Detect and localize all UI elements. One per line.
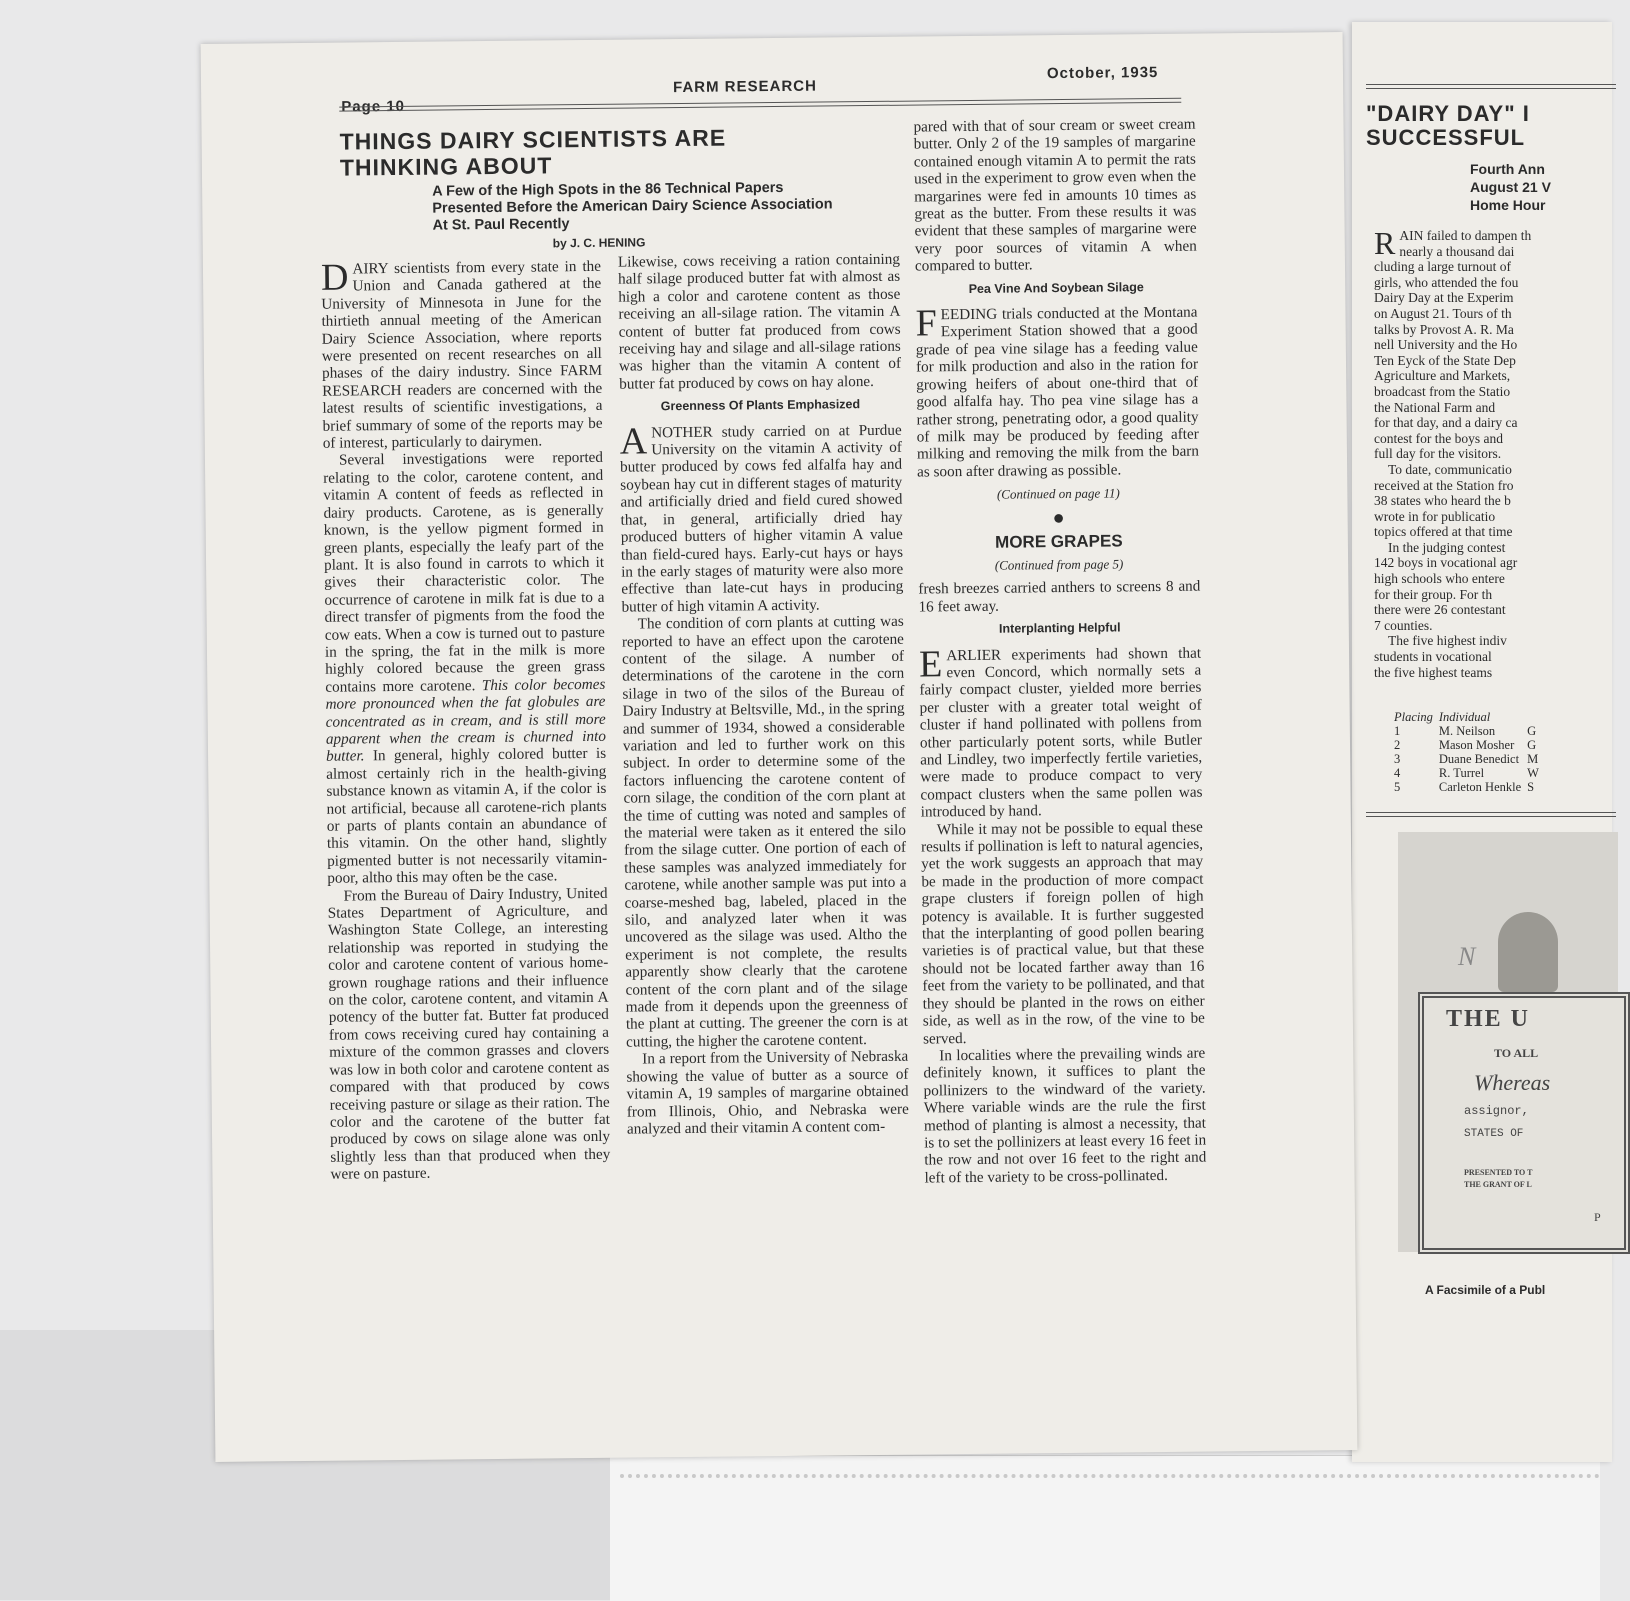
column-3 xyxy=(913,116,1206,1187)
right-subtitle xyxy=(1470,160,1551,214)
body-line: for that day, and a dairy ca xyxy=(1374,415,1518,431)
paragraph-text: ARLIER experiments had shown that even Concord, which normally sets a fairly compact cluster, yielded more berries per cluster with a greater total weight of cluster if hand pollinated with pollens from other particularly potent sorts, while Butler and Lindley, two imperfectly fertile varieties, were made to produce compact to very compact clusters when the same pollen was introduced by hand. xyxy=(919,644,1203,821)
body-line: students in vocational xyxy=(1374,649,1492,665)
continued-note: (Continued from page 5) xyxy=(994,556,1124,573)
subtitle-line: At St. Paul Recently xyxy=(432,216,570,234)
column-header: Placing xyxy=(1394,710,1433,724)
title-line: THINGS DAIRY SCIENTISTS ARE xyxy=(339,124,727,155)
right-subtitle-line: Home Hour xyxy=(1470,197,1546,213)
body-line: Agriculture and Markets, xyxy=(1374,368,1511,384)
body-line: nell University and the Ho xyxy=(1374,337,1518,353)
paragraph: In localities where the prevailing winds are definitely known, it suffices to plant the pollinizers to the windward of the variety. Where variable winds are the rule the first method of planting is almost a necessity, that is to set the pollinizers at least every 16 feet in the row and not over 16 feet to the right and left of the variety to be cross-pollinated. xyxy=(923,1044,1207,1187)
subtitle-line: A Few of the High Spots in the 86 Technical Papers xyxy=(432,179,784,200)
right-subtitle-line: Fourth Ann xyxy=(1470,161,1545,177)
facsimile-text: assignor, xyxy=(1464,1104,1529,1118)
facsimile-text: THE GRANT OF L xyxy=(1464,1180,1532,1189)
facsimile-banner: THE U xyxy=(1446,1006,1531,1032)
drop-cap: F xyxy=(915,302,937,345)
facsimile-text: P xyxy=(1594,1210,1601,1224)
right-title-line: SUCCESSFUL xyxy=(1366,125,1526,150)
statue-figure xyxy=(1498,912,1558,992)
body-line: wrote in for publicatio xyxy=(1374,508,1496,524)
paragraph-text: Several investigations were reported relating to the color, carotene content, and vitamin A content of feeds as reflected in dairy products. Carotene, as is generally known, is the yellow pigment formed in green plants, especially the leafy part of the plant. It is also found in carrots to which it gives their characteristic color. The occurrence of carotene in milk fat is due to a direct transfer of pigments from the food the cow eats. When a cow is turned out to pasture in the spring, the fat in the milk is more highly colored because the green grass contains more carotene. xyxy=(323,449,606,696)
table-cell: Carleton Henkle xyxy=(1438,780,1522,794)
paragraph xyxy=(321,258,603,452)
table-cell: S xyxy=(1527,780,1535,794)
section-heading: Greenness Of Plants Emphasized xyxy=(660,397,861,414)
body-line: the National Farm and xyxy=(1374,399,1496,415)
paragraph: The condition of corn plants at cutting was reported to have an effect upon the carotene content of the silage. A number of determinations of the carotene in the corn silage in two of the silos of the Bureau of Dairy Industry at Beltsville, Md., in the spring and summer of 1934, showed a considerable variation and led to further work on this subject. In order to determine some of the factors influencing the carotene content of corn silage, the condition of the corn plant at the time of cutting was noted and samples of the material were taken as it entered the silo from the silage cutter. One portion of each of these samples was analyzed immediately for carotene, while another sample was put into a coarse-meshed bag, labeled, placed in the silo, and analyzed later when it was uncovered as the silage was used. Altho the experiment is not complete, the results apparently show clearly that the carotene content of the corn plant and of the silage made from it depends upon the greenness of the plant at cutting. The greener the corn is at cutting, the higher the carotene content. xyxy=(621,612,908,1051)
table-header-row xyxy=(1394,710,1545,724)
paragraph: fresh breezes carried anthers to screens 8 and 16 feet away. xyxy=(918,577,1201,616)
table-cell: 1 xyxy=(1394,724,1401,738)
table-row xyxy=(1394,780,1545,794)
section-rule xyxy=(1366,816,1616,817)
body-line: for their group. For th xyxy=(1374,586,1493,602)
right-subtitle-line: August 21 V xyxy=(1470,179,1551,195)
facsimile-image xyxy=(1398,832,1618,1252)
paragraph xyxy=(919,644,1203,821)
table-cell: 3 xyxy=(1394,752,1401,766)
table-cell: M xyxy=(1527,752,1539,766)
table-cell: G xyxy=(1527,724,1537,738)
paper-tray xyxy=(610,1455,1600,1601)
body-line: 142 boys in vocational agr xyxy=(1374,555,1518,571)
body-line: AIN failed to dampen th xyxy=(1399,228,1532,243)
body-line: cluding a large turnout of xyxy=(1374,259,1511,275)
facsimile-text: STATES OF xyxy=(1464,1128,1524,1140)
drop-cap: A xyxy=(619,420,648,463)
title-line: THINKING ABOUT xyxy=(339,152,553,181)
section-bullet: ● xyxy=(1052,506,1065,529)
section-heading: Pea Vine And Soybean Silage xyxy=(968,279,1144,296)
results-table xyxy=(1394,710,1545,794)
facsimile-text: TO ALL xyxy=(1494,1046,1539,1060)
body-line: talks by Provost A. R. Ma xyxy=(1374,321,1514,337)
body-line: broadcast from the Statio xyxy=(1374,383,1511,399)
table-cell: 4 xyxy=(1394,766,1401,780)
body-line: Dairy Day at the Experim xyxy=(1374,290,1514,306)
newsletter-page xyxy=(201,32,1358,1462)
page-number: Page 10 xyxy=(341,97,406,116)
paragraph xyxy=(323,449,608,887)
table-cell: 5 xyxy=(1394,780,1401,794)
section-rule xyxy=(1366,812,1616,813)
table-cell: G xyxy=(1527,738,1537,752)
body-line: full day for the visitors. xyxy=(1374,446,1502,462)
body-line: contest for the boys and xyxy=(1374,430,1503,446)
facsimile-text: Whereas xyxy=(1474,1070,1551,1095)
drop-cap: R xyxy=(1374,225,1396,261)
body-line: 38 states who heard the b xyxy=(1374,493,1511,509)
paragraph xyxy=(620,421,904,615)
issue-date: October, 1935 xyxy=(1046,63,1159,83)
header-rule xyxy=(1366,88,1616,89)
perforation-line xyxy=(620,1474,1600,1478)
section-title: MORE GRAPES xyxy=(994,530,1123,552)
paragraph-text: This color becomes more pronounced when the fat globules are concentrated as in cream, and is still more apparent when the cream is churned into butter. xyxy=(325,675,606,766)
byline: by J. C. HENING xyxy=(552,235,646,251)
paragraph-text: AIRY scientists from every state in the Union and Canada gathered at the University of Minnesota in June for the thirtieth annual meeting of the American Dairy Science Association, where reports were presented on recent researches on all phases of the dairy industry. Since FARM RESEARCH readers are concerned with the latest results of scientific investigations, a brief summary of some of the reports may be of interest, particularly to dairymen. xyxy=(321,257,603,452)
column-header: Individual xyxy=(1438,710,1491,724)
body-line: the five highest teams xyxy=(1374,664,1493,680)
paragraph: Likewise, cows receiving a ration containing half silage produced butter fat with almost as high a color and carotene content as those receiving an all-silage ration. The vitamin A content of butter fat produced from cows receiving hay and silage and all-silage rations was higher than the vitamin A content of butter fat produced by cows on hay alone. xyxy=(617,250,902,393)
article-title xyxy=(339,125,726,181)
subtitle-line: Presented Before the American Dairy Science Association xyxy=(432,196,833,217)
paragraph: In a report from the University of Nebraska showing the value of butter as a source of vitamin A, 19 samples of margarine obtained from Illinois, Ohio, and Nebraska were analyzed and their vitamin A content com- xyxy=(626,1047,909,1138)
body-line: there were 26 contestant xyxy=(1374,602,1506,618)
table-cell: Duane Benedict xyxy=(1438,752,1520,766)
paragraph: pared with that of sour cream or sweet cream butter. Only 2 of the 19 samples of margarine contained enough vitamin A to permit the rats used in the experiment to grow even when the margarines were fed in amounts 10 times as great as the butter. From these results it was evident that these samples of margarine were very poor sources of vitamin A when compared to butter. xyxy=(913,115,1197,275)
table-cell: W xyxy=(1527,766,1539,780)
section-heading: Interplanting Helpful xyxy=(998,620,1121,636)
paragraph-text: EEDING trials conducted at the Montana Experiment Station showed that a good grade of pea vine silage has a feeding value for milk production and also in the ration for growing heifers of about one-third that of good alfalfa hay. Tho pea vine silage has a rather strong, penetrating odor, a good quality of milk may be produced by feeding after milking and removing the milk from the barn as soon after drawing as possible. xyxy=(915,303,1200,481)
body-line: To date, communicatio xyxy=(1388,461,1512,477)
body-line: nearly a thousand dai xyxy=(1399,243,1515,259)
drop-cap: E xyxy=(918,642,943,686)
table-cell: R. Turrel xyxy=(1438,766,1485,780)
table-cell: M. Neilson xyxy=(1438,724,1496,738)
table-row xyxy=(1394,738,1545,752)
paragraph: From the Bureau of Dairy Industry, United States Department of Agriculture, and Washington State College, an interesting relationship was reported in studying the color and carotene content of various home-grown roughage rations and their influence on the color, carotene content, and vitamin A potency of the butter fat. Butter fat produced from cows receiving cured hay containing a mixture of the common grasses and clovers was low in both color and carotene content as compared with that produced by cows receiving pasture or silage as their ration. The color and the carotene of the butter fat produced by cows on silage alone was only slightly less than that produced when they were on pasture. xyxy=(327,884,611,1183)
continued-note: (Continued on page 11) xyxy=(996,485,1120,502)
header-rule xyxy=(1366,84,1616,85)
facsimile-text: PRESENTED TO T xyxy=(1464,1168,1533,1177)
column-1 xyxy=(321,258,611,1183)
body-line: In the judging contest xyxy=(1388,539,1506,555)
article-subtitle xyxy=(432,179,833,234)
body-line: Ten Eyck of the State Dep xyxy=(1374,352,1516,368)
body-line: high schools who entere xyxy=(1374,571,1505,587)
publication-name: FARM RESEARCH xyxy=(672,77,818,97)
right-title-line: "DAIRY DAY" I xyxy=(1366,101,1530,126)
paragraph xyxy=(915,304,1199,481)
paragraph-text: In general, highly colored butter is almost certainly rich in the health-giving substance known as vitamin A, if the color is not artificial, because all carotene-rich plants or parts of plants contain an abundance of this vitamin. On the other hand, slightly pigmented butter is not necessarily vitamin-poor, altho this may often be the case. xyxy=(326,745,608,887)
facsimile-script: N xyxy=(1458,942,1476,971)
drop-cap: D xyxy=(320,256,349,299)
table-cell: 2 xyxy=(1394,738,1401,752)
table-row xyxy=(1394,752,1545,766)
right-article-title xyxy=(1366,102,1530,150)
table-row xyxy=(1394,724,1545,738)
body-line: The five highest indiv xyxy=(1388,633,1507,649)
column-2 xyxy=(618,251,909,1138)
right-article-body xyxy=(1374,225,1614,680)
body-line: 7 counties. xyxy=(1374,617,1433,633)
table-cell: Mason Mosher xyxy=(1438,738,1515,752)
facsimile-caption: A Facsimile of a Publ xyxy=(1425,1283,1546,1297)
body-line: on August 21. Tours of th xyxy=(1374,305,1512,321)
body-line: topics offered at that time xyxy=(1374,524,1513,540)
paragraph: While it may not be possible to equal these results if pollination is left to natural agencies, yet the work suggests an approach that may be made in the production of more compact grape clusters if foreign pollen of high potency is available. It is further suggested that the interplanting of good pollen bearing varieties is of practical value, but that these should not be located farther away than 16 feet from the variety to be pollinated, and that they should be planted in the rows on either side, as well as in the row, of the vine to be served. xyxy=(920,818,1205,1048)
body-line: received at the Station fro xyxy=(1374,477,1514,493)
table-row xyxy=(1394,766,1545,780)
body-line: girls, who attended the fou xyxy=(1374,274,1519,290)
facsimile-frame xyxy=(1418,992,1630,1254)
paragraph-text: NOTHER study carried on at Purdue University on the vitamin A activity of butter produced by cows fed alfalfa hay and soybean hay cut in different stages of maturity and artificially dried and field cured showed that, in general, artificially dried hay produced butters of higher vitamin A value than field-cured hays. Early-cut hays or hays in the early stages of maturity were also more effective than late-cut hays in producing butter of high vitamin A activity. xyxy=(619,421,904,616)
